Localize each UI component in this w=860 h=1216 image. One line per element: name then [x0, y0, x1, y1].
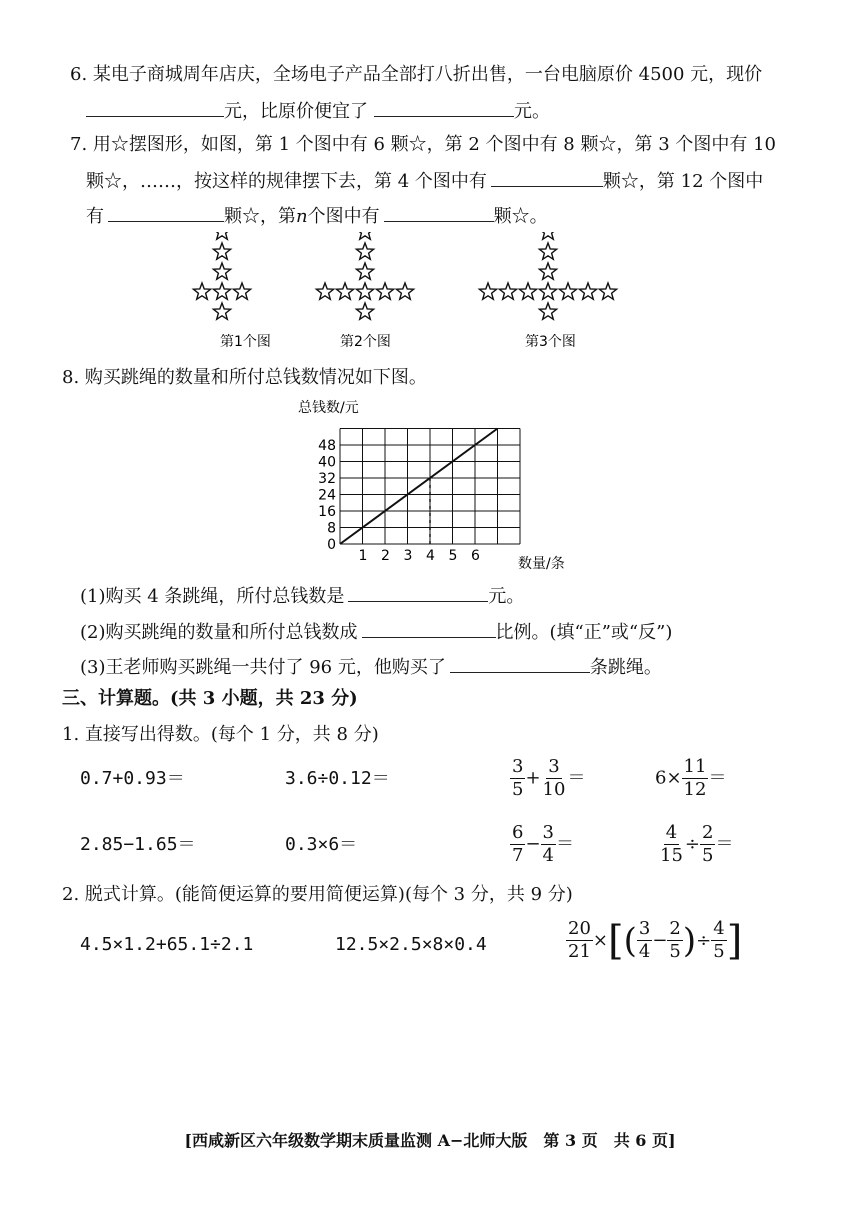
answer-blank-q8-3[interactable]	[450, 654, 590, 673]
calc-1a: 0.7+0.93＝	[80, 768, 185, 789]
q8-title: 8. 购买跳绳的数量和所付总钱数情况如下图。	[62, 367, 427, 388]
figure-1-caption: 第1个图	[220, 334, 271, 350]
q8-sub1: (1)购买 4 条跳绳，所付总钱数是 元。	[80, 583, 524, 610]
x-tick-label: 5	[448, 548, 458, 564]
calc-2a: 2.85−1.65＝	[80, 834, 196, 855]
calc-2c: $\frac{6}{7}$ − $\frac{3}{4}$ ＝	[512, 822, 574, 866]
page-footer: [西咸新区六年级数学期末质量监测 A−北师大版 第 3 页 共 6 页]	[184, 1131, 676, 1150]
answer-blank-discount[interactable]	[374, 98, 514, 117]
price-line	[340, 429, 498, 545]
q7-line2: 颗☆，……，按这样的规律摆下去，第 4 个图中有 颗☆，第 12 个图中	[86, 168, 763, 195]
chart-x-label: 数量/条	[518, 556, 565, 572]
star-icon	[599, 283, 616, 299]
star-icon	[539, 283, 556, 299]
calc-1d: 6× $\frac{11}{12}$ ＝	[655, 756, 727, 800]
star-icon	[356, 243, 373, 259]
star-icon	[356, 232, 373, 239]
x-tick-label: 2	[381, 548, 390, 564]
section3-title: 三、计算题。(共 3 小题，共 23 分)	[62, 688, 358, 709]
answer-blank-fig12[interactable]	[108, 203, 224, 222]
q6-line2: 元，比原价便宜了 元。	[86, 98, 550, 125]
star-icon	[213, 283, 230, 299]
star-icon	[356, 283, 373, 299]
calc-2b: 0.3×6＝	[285, 834, 358, 855]
star-icon	[213, 263, 230, 279]
star-icon	[539, 303, 556, 319]
star-icon	[213, 303, 230, 319]
y-tick-label: 32	[318, 471, 336, 487]
star-icon	[519, 283, 536, 299]
chart-y-label: 总钱数/元	[298, 400, 359, 416]
star-icon	[356, 263, 373, 279]
star-icon	[559, 283, 576, 299]
star-icon	[316, 283, 333, 299]
star-icon	[233, 283, 250, 299]
q6-line1: 6. 某电子商城周年店庆，全场电子产品全部打八折出售，一台电脑原价 4500 元，现价	[70, 64, 763, 85]
star-icon	[213, 232, 230, 239]
star-icon	[499, 283, 516, 299]
star-icon	[213, 243, 230, 259]
answer-blank-fig4[interactable]	[491, 168, 603, 187]
answer-blank-fign[interactable]	[384, 203, 494, 222]
answer-blank-current-price[interactable]	[86, 98, 224, 117]
star-icon	[539, 263, 556, 279]
q8-sub3: (3)王老师购买跳绳一共付了 96 元，他购买了 条跳绳。	[80, 654, 662, 681]
star-icon	[396, 283, 413, 299]
y-tick-label: 40	[318, 454, 336, 471]
star-icon	[539, 232, 556, 239]
star-icon	[193, 283, 210, 299]
calc-2d: $\frac{4}{15}$ ÷ $\frac{2}{5}$ ＝	[660, 822, 734, 866]
star-icon	[479, 283, 496, 299]
q7-line3: 有 颗☆，第n个图中有 颗☆。	[86, 203, 548, 230]
star-figures	[170, 232, 650, 360]
x-tick-label: 3	[403, 548, 413, 564]
calc-1c: $\frac{3}{5}$ + $\frac{3}{10}$ ＝	[512, 756, 586, 800]
star-icon	[539, 243, 556, 259]
figure-3-caption: 第3个图	[525, 334, 576, 350]
y-tick-label: 8	[327, 520, 336, 537]
calc-1b: 3.6÷0.12＝	[285, 768, 390, 789]
star-icon	[579, 283, 596, 299]
x-tick-label: 4	[426, 548, 435, 564]
q7-line1: 7. 用☆摆图形，如图，第 1 个图中有 6 颗☆，第 2 个图中有 8 颗☆，第 3 个图中有 10	[70, 134, 776, 155]
answer-blank-q8-2[interactable]	[362, 619, 496, 638]
answer-blank-q8-1[interactable]	[348, 583, 488, 602]
expr-1: 4.5×1.2+65.1÷2.1	[80, 934, 254, 955]
line-chart	[290, 392, 620, 572]
expr-3: $\frac{20}{21}$ × [ ( $\frac{3}{4}$ − $\frac{2}{5}$ ) ÷ $\frac{4}{5}$ ]	[568, 917, 743, 964]
star-icon	[376, 283, 393, 299]
y-tick-label: 16	[318, 504, 336, 520]
x-tick-label: 1	[358, 548, 368, 564]
section3-part2: 2. 脱式计算。(能简便运算的要用简便运算)(每个 3 分，共 9 分)	[62, 884, 573, 905]
x-tick-label: 6	[471, 548, 480, 564]
section3-part1: 1. 直接写出得数。(每个 1 分，共 8 分)	[62, 724, 379, 745]
y-tick-label: 0	[327, 537, 336, 553]
star-icon	[356, 303, 373, 319]
q8-sub2: (2)购买跳绳的数量和所付总钱数成 比例。(填“正”或“反”)	[80, 619, 672, 646]
star-icon	[336, 283, 353, 299]
expr-2: 12.5×2.5×8×0.4	[335, 934, 487, 955]
y-tick-label: 24	[318, 487, 336, 504]
y-tick-label: 48	[318, 438, 336, 454]
figure-2-caption: 第2个图	[340, 334, 391, 350]
